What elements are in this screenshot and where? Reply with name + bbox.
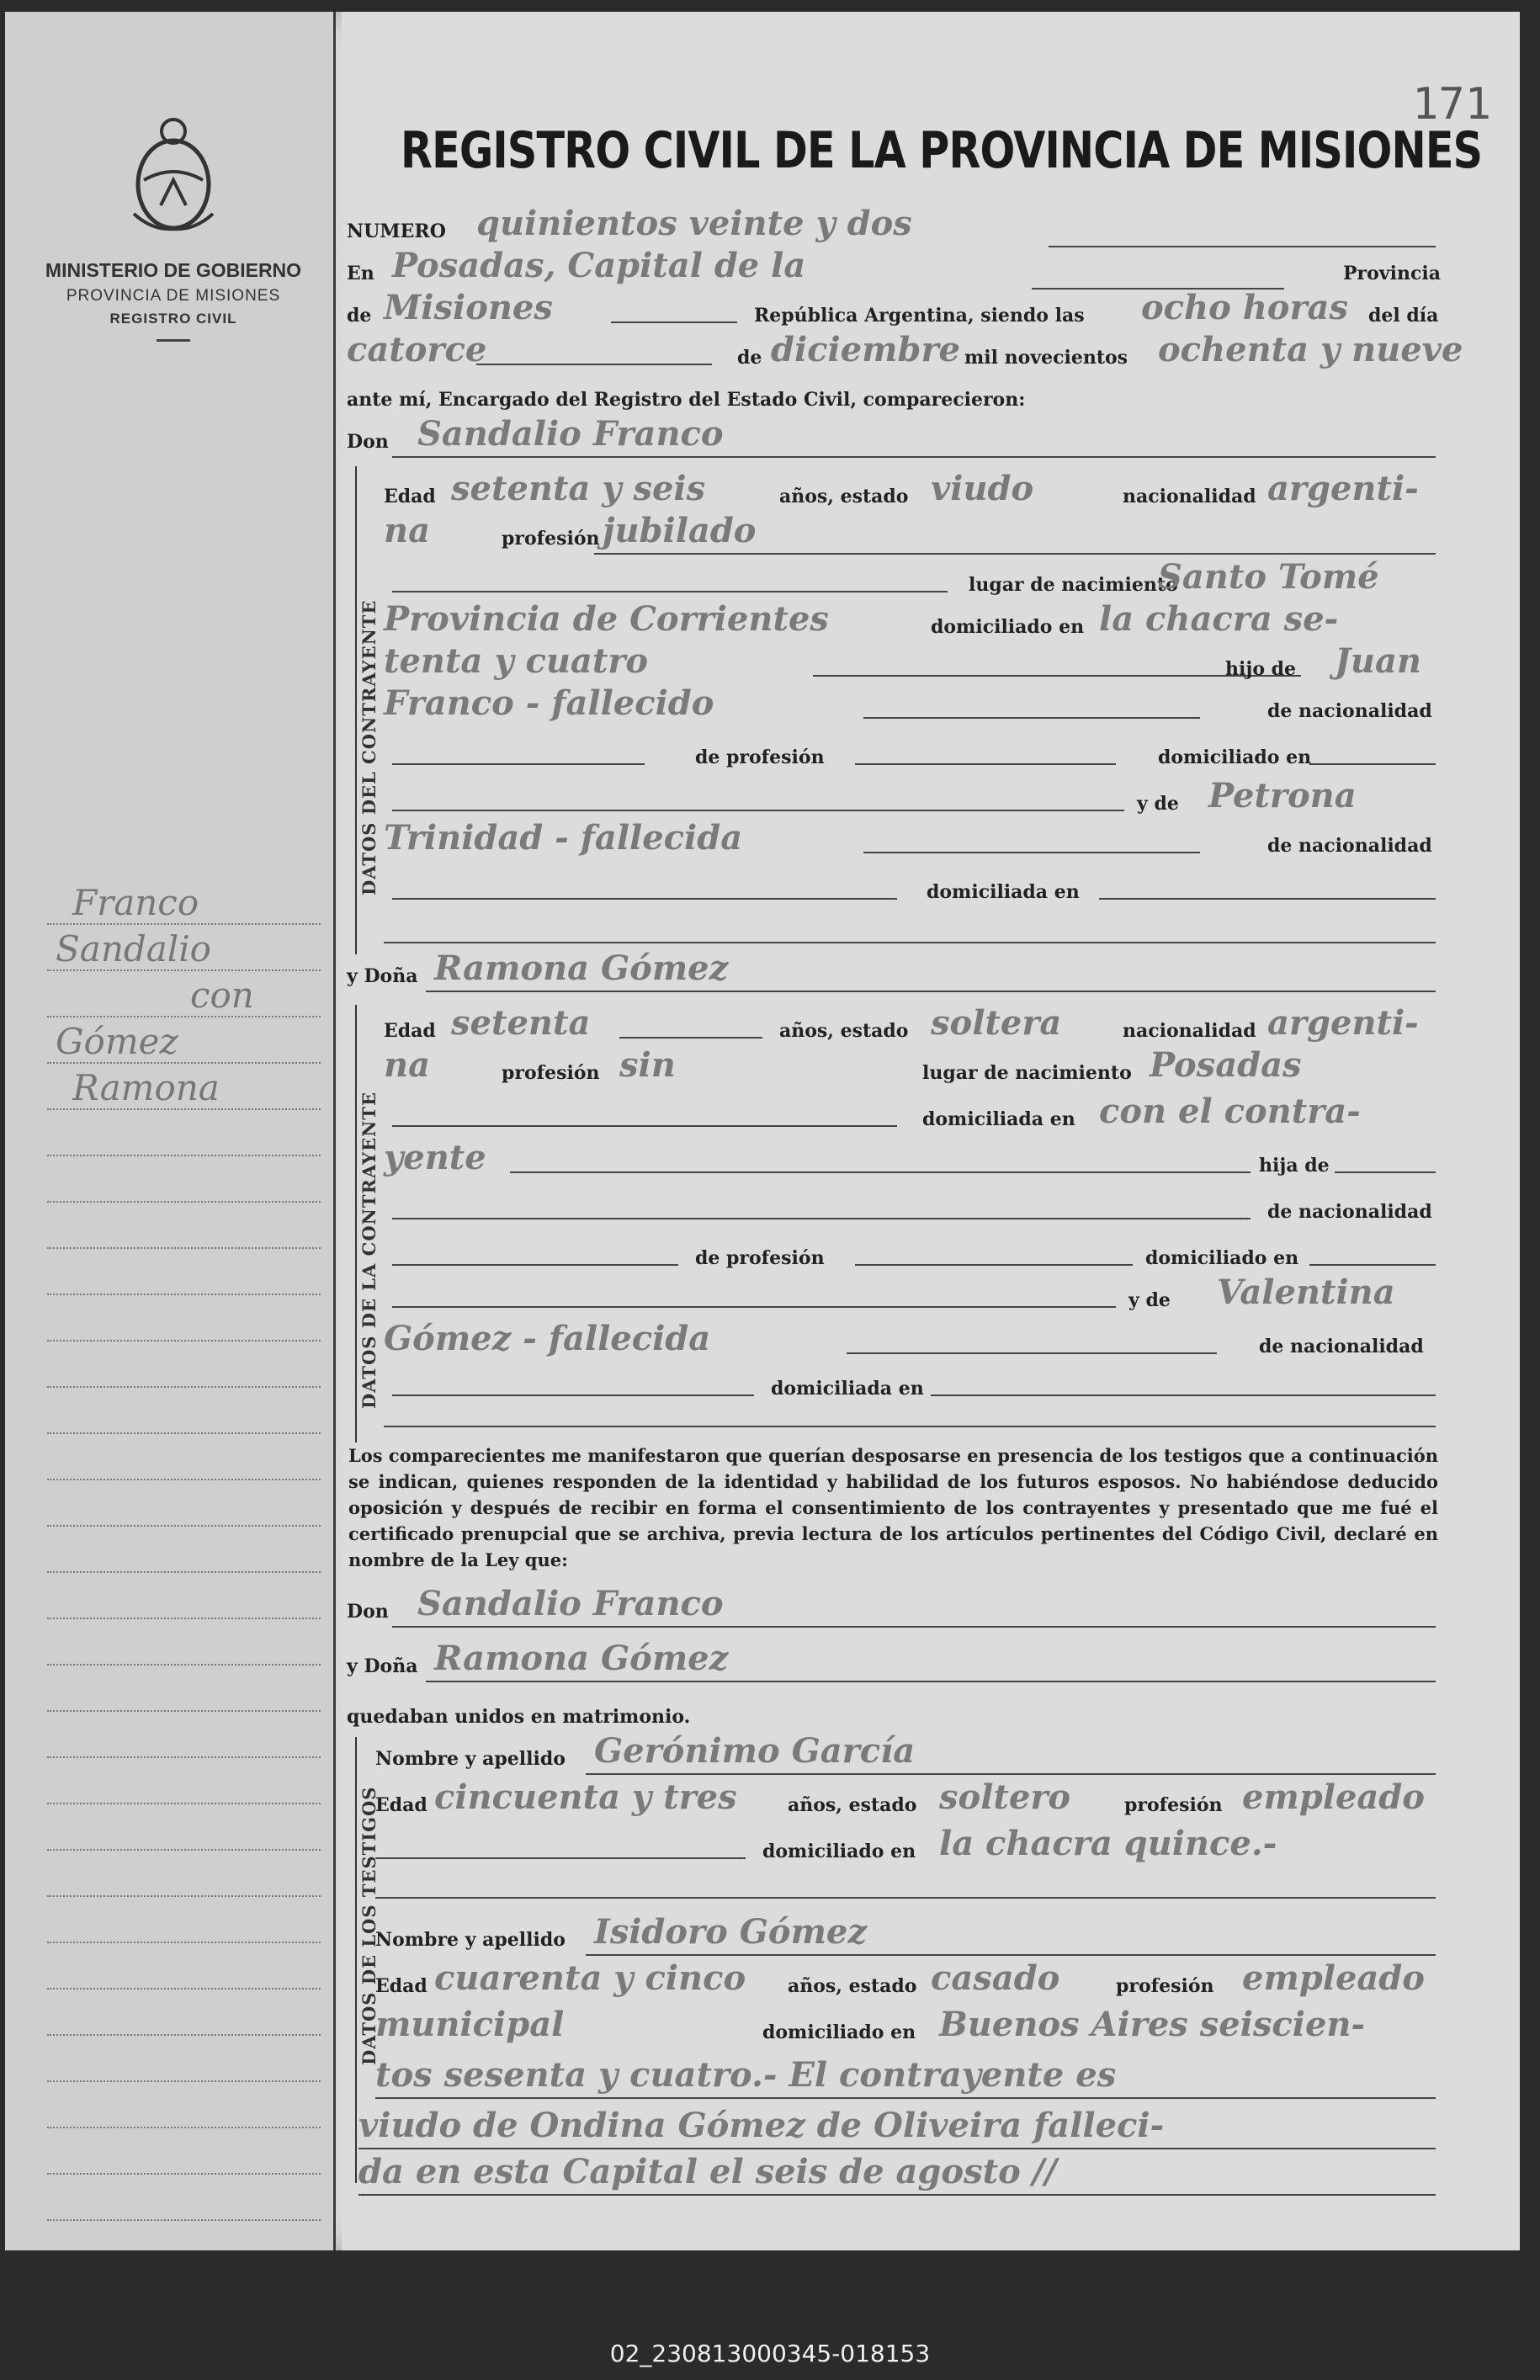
de-nacionalidad-label-2: de nacionalidad xyxy=(1267,835,1432,857)
bride-row-madre-domicilio xyxy=(342,1371,1436,1408)
anos-estado-label: años, estado xyxy=(779,486,909,507)
w1-nombre: Gerónimo García xyxy=(594,1731,916,1771)
margin-surname: Franco xyxy=(72,882,199,923)
underline xyxy=(1049,246,1436,247)
nacionalidad-label: nacionalidad xyxy=(1123,486,1256,507)
groom-row-madre-domicilio xyxy=(342,874,1436,911)
don-label: Don xyxy=(347,431,389,453)
edad-label: Edad xyxy=(384,486,436,507)
edad-label: Edad xyxy=(384,1020,436,1042)
underline xyxy=(392,1264,678,1266)
underline xyxy=(392,1306,1116,1308)
groom-domicilio-2: tenta y cuatro xyxy=(384,641,649,681)
underline xyxy=(392,1125,897,1127)
underline xyxy=(855,1264,1133,1266)
hora-value: ocho horas xyxy=(1141,288,1348,327)
stub-line xyxy=(47,1665,321,1712)
margin-name-lines xyxy=(47,879,321,2221)
underline xyxy=(392,1218,1251,1219)
margin-bride-surname: Gómez xyxy=(56,1021,178,1062)
w1-row-edad xyxy=(342,1777,1436,1825)
dona-value: Ramona Gómez xyxy=(434,948,729,988)
underline xyxy=(392,810,1124,811)
bride-nacionalidad-1: argenti- xyxy=(1267,1003,1419,1043)
del-dia-label: del día xyxy=(1368,305,1439,327)
w2-nombre: Isidoro Gómez xyxy=(594,1912,868,1952)
note-row-2 xyxy=(342,2106,1436,2153)
underline xyxy=(1099,898,1436,900)
witness-section-label: DATOS DE LOS TESTIGOS xyxy=(358,1786,380,2065)
edad-label: Edad xyxy=(375,1794,427,1816)
document-title: REGISTRO CIVIL DE LA PROVINCIA DE MISIONES xyxy=(401,121,1483,180)
row-don xyxy=(342,414,1436,461)
underline xyxy=(586,1773,1436,1775)
ante-label: ante mí, Encargado del Registro del Estado Civil, comparecieron: xyxy=(347,389,1026,411)
anio-value: ochenta y nueve xyxy=(1158,330,1463,369)
declaration-text: Los comparecientes me manifestaron que querían desposarse en presencia de los testigos que a continuación se indican, quienes responden de la identidad y habilidad de los futuros esposos. No habiéndose deducido oposición y después de recibir en forma el consentimiento de los contrayentes y presentado que me fué el certificado prenupcial que se archiva, previa lectura de los artículos pertinentes del Código Civil, declaré en nombre de la Ley que: xyxy=(348,1445,1438,1570)
decl-dona: Ramona Gómez xyxy=(434,1639,729,1678)
groom-row-madre-2 xyxy=(342,818,1436,865)
w2-edad: cuarenta y cinco xyxy=(434,1958,746,1998)
anos-estado-label: años, estado xyxy=(788,1975,917,1997)
groom-section-label: DATOS DEL CONTRAYENTE xyxy=(358,599,380,895)
note-row-3 xyxy=(342,2152,1436,2199)
domiciliado-label: domiciliado en xyxy=(762,2021,916,2043)
y-dona-label: y Doña xyxy=(347,1655,418,1677)
don-label: Don xyxy=(347,1601,389,1623)
divider xyxy=(157,339,190,342)
numero-value: quinientos veinte y dos xyxy=(476,204,912,243)
underline xyxy=(1335,1171,1436,1173)
underline xyxy=(426,991,1436,992)
margin-con: con xyxy=(190,975,254,1016)
underline xyxy=(847,1352,1217,1354)
bride-row-madre xyxy=(342,1272,1436,1320)
don-value: Sandalio Franco xyxy=(417,414,724,454)
republica-label: República Argentina, siendo las xyxy=(754,305,1085,327)
stub-line xyxy=(47,1619,321,1665)
hija-label: hija de xyxy=(1259,1155,1330,1177)
stub-line xyxy=(47,1712,321,1758)
de-nacionalidad-label: de nacionalidad xyxy=(1267,700,1432,722)
margin-bride-name: Ramona xyxy=(72,1067,220,1108)
underline xyxy=(1309,763,1436,765)
de-profesion-label: de profesión xyxy=(695,1247,825,1269)
stub-line xyxy=(47,1156,321,1203)
w2-profesion-2: municipal xyxy=(375,2005,565,2044)
underline xyxy=(931,1395,1436,1396)
de-nacionalidad-label-2: de nacionalidad xyxy=(1259,1336,1424,1357)
groom-profesion: jubilado xyxy=(603,511,757,550)
margin-stub xyxy=(5,12,336,2250)
de-label: de xyxy=(347,305,372,327)
stub-line xyxy=(47,1434,321,1480)
de-mes-label: de xyxy=(737,347,762,369)
anos-estado-label: años, estado xyxy=(788,1794,917,1816)
lugar-label: lugar de nacimiento xyxy=(969,574,1178,596)
mes-value: diciembre xyxy=(771,330,960,369)
groom-padre-2: Franco - fallecido xyxy=(384,683,714,723)
edad-label: Edad xyxy=(375,1975,427,1997)
underline xyxy=(392,456,1436,458)
underline xyxy=(392,1626,1436,1628)
underline xyxy=(358,2194,1436,2196)
stub-line xyxy=(47,1295,321,1341)
underline xyxy=(384,942,1436,943)
stub-line xyxy=(47,2036,321,2082)
bride-row-padre xyxy=(342,1194,1436,1231)
underline xyxy=(375,1897,1436,1899)
certificate-page xyxy=(5,12,1520,2250)
w1-estado: soltero xyxy=(939,1777,1071,1817)
bride-madre-2: Gómez - fallecida xyxy=(384,1319,711,1358)
domiciliada-label: domiciliada en xyxy=(922,1108,1075,1130)
certificate-form xyxy=(342,12,1520,2250)
groom-estado: viudo xyxy=(931,469,1034,508)
bride-lugar: Posadas xyxy=(1150,1045,1302,1085)
underline xyxy=(611,321,737,323)
stub-line xyxy=(47,971,321,1017)
groom-lugar-2: Provincia de Corrientes xyxy=(384,599,829,639)
profesion-label: profesión xyxy=(502,528,600,550)
stub-line xyxy=(47,1758,321,1804)
underline xyxy=(392,1395,754,1396)
w2-estado: casado xyxy=(931,1958,1060,1998)
stub-line xyxy=(47,1804,321,1851)
w1-row-domicilio xyxy=(342,1824,1436,1871)
groom-row-padre xyxy=(342,683,1436,730)
domiciliado-label: domiciliado en xyxy=(762,1841,916,1862)
groom-nacionalidad-1: argenti- xyxy=(1267,469,1419,508)
w2-row-edad xyxy=(342,1958,1436,2005)
stub-line xyxy=(47,925,321,971)
underline xyxy=(476,364,712,365)
de-profesion-label: de profesión xyxy=(695,746,825,768)
note-line-2: viudo de Ondina Gómez de Oliveira falleci- xyxy=(358,2106,1165,2145)
nacionalidad-label: nacionalidad xyxy=(1123,1020,1256,1042)
stub-line xyxy=(47,2082,321,2128)
dia-value: catorce xyxy=(347,330,487,369)
stub-line xyxy=(47,1897,321,1943)
bride-row-domicilio xyxy=(342,1092,1436,1139)
stub-line xyxy=(47,1017,321,1064)
en-value: Posadas, Capital de la xyxy=(392,246,806,285)
w2-domicilio: Buenos Aires seiscien- xyxy=(939,2005,1366,2044)
coat-of-arms-icon xyxy=(127,113,220,239)
y-de-label: y de xyxy=(1137,793,1179,815)
ministry-name: MINISTERIO DE GOBIERNO xyxy=(45,259,302,281)
groom-edad: setenta y seis xyxy=(451,469,706,508)
bride-edad: setenta xyxy=(451,1003,591,1043)
domiciliado-en-label: domiciliado en xyxy=(1145,1247,1299,1269)
de-nacionalidad-label: de nacionalidad xyxy=(1267,1201,1432,1223)
row-fecha xyxy=(342,330,1463,377)
bride-madre-1: Valentina xyxy=(1217,1272,1395,1312)
stub-line xyxy=(47,2175,321,2221)
bride-nacionalidad-2: na xyxy=(384,1045,430,1085)
w1-profesion: empleado xyxy=(1242,1777,1425,1817)
stub-line xyxy=(47,1573,321,1619)
stub-line xyxy=(47,1249,321,1295)
note-line-3: da en esta Capital el seis de agosto // xyxy=(358,2152,1057,2191)
underline xyxy=(855,763,1116,765)
profesion-label: profesión xyxy=(1116,1975,1214,1997)
ministry-header xyxy=(22,113,325,342)
stub-line xyxy=(47,1341,321,1388)
y-de-label: y de xyxy=(1128,1289,1171,1311)
nombre-label: Nombre y apellido xyxy=(375,1748,566,1770)
stub-line xyxy=(47,1527,321,1573)
lugar-label: lugar de nacimiento xyxy=(922,1062,1132,1084)
stub-line xyxy=(47,2128,321,2175)
hijo-label: hijo de xyxy=(1225,658,1297,680)
underline xyxy=(392,763,645,765)
domiciliada-label: domiciliada en xyxy=(927,881,1080,903)
underline xyxy=(594,553,1436,555)
bride-domicilio-2: yente xyxy=(384,1138,486,1177)
groom-domicilio-1: la chacra se- xyxy=(1099,599,1339,639)
underline xyxy=(392,898,897,900)
underline xyxy=(1309,1264,1436,1266)
w1-domicilio: la chacra quince.- xyxy=(939,1824,1277,1863)
groom-row-edad xyxy=(342,469,1436,516)
bride-row-hija xyxy=(342,1138,1436,1185)
stub-line xyxy=(47,1990,321,2036)
decl-don: Sandalio Franco xyxy=(417,1584,724,1623)
domiciliado-en-label: domiciliado en xyxy=(1158,746,1312,768)
en-label: En xyxy=(347,263,374,284)
stub-line xyxy=(47,1480,321,1527)
stub-line xyxy=(47,1064,321,1110)
ministry-registry: REGISTRO CIVIL xyxy=(109,311,237,327)
bride-domicilio-1: con el contra- xyxy=(1099,1092,1361,1131)
bride-section-label: DATOS DE LA CONTRAYENTE xyxy=(358,1091,380,1409)
groom-madre-1: Petrona xyxy=(1208,776,1357,815)
w1-row-nombre xyxy=(342,1731,1436,1778)
stub-line xyxy=(47,879,321,925)
stub-line xyxy=(47,1851,321,1897)
underline xyxy=(510,1171,1251,1173)
y-dona-label: y Doña xyxy=(347,965,418,987)
row-dona xyxy=(342,948,1436,996)
bride-estado: soltera xyxy=(931,1003,1062,1043)
provincia-value: Misiones xyxy=(384,288,553,327)
w2-row-nombre xyxy=(342,1912,1436,1959)
underline xyxy=(392,591,948,592)
w1-edad: cincuenta y tres xyxy=(434,1777,737,1817)
underline xyxy=(384,1426,1436,1427)
underline xyxy=(863,852,1200,853)
domiciliada-en-label: domiciliada en xyxy=(771,1378,924,1400)
note-line-1: tos sesenta y cuatro.- El contrayente es xyxy=(375,2055,1117,2095)
decl-row-don xyxy=(342,1584,1436,1631)
nombre-label: Nombre y apellido xyxy=(375,1929,566,1951)
underline xyxy=(375,2097,1436,2099)
mil-label: mil novecientos xyxy=(964,347,1128,369)
underline xyxy=(426,1681,1436,1682)
bride-row-madre-2 xyxy=(342,1319,1436,1366)
groom-nacionalidad-2: na xyxy=(384,511,430,550)
underline xyxy=(375,1857,746,1859)
unidos-text: quedaban unidos en matrimonio. xyxy=(347,1706,691,1728)
groom-lugar-1: Santo Tomé xyxy=(1158,557,1379,597)
underline xyxy=(358,2148,1436,2149)
profesion-label: profesión xyxy=(1124,1794,1223,1816)
note-row-1 xyxy=(342,2055,1436,2102)
bride-profesion: sin xyxy=(619,1045,676,1085)
groom-row-profesion xyxy=(342,511,1436,558)
groom-row-padre-profesion xyxy=(342,740,1436,777)
w2-row-domicilio xyxy=(342,2005,1436,2052)
groom-padre-1: Juan xyxy=(1335,641,1422,681)
decl-row-dona xyxy=(342,1639,1436,1686)
stub-line xyxy=(47,1943,321,1990)
underline xyxy=(863,717,1200,719)
scan-id-caption: 02_230813000345-018153 xyxy=(609,2340,931,2367)
bride-row-profesion xyxy=(342,1045,1436,1092)
stub-line xyxy=(47,1203,321,1249)
ministry-province: PROVINCIA DE MISIONES xyxy=(66,287,281,305)
provincia-label: Provincia xyxy=(1343,263,1441,284)
w2-profesion-1: empleado xyxy=(1242,1958,1425,1998)
groom-madre-2: Trinidad - fallecida xyxy=(384,818,743,858)
numero-label: NUMERO xyxy=(347,220,446,242)
folio-number: 171 xyxy=(1412,79,1491,130)
domiciliado-label: domiciliado en xyxy=(931,616,1085,638)
profesion-label: profesión xyxy=(502,1062,600,1084)
anos-estado-label: años, estado xyxy=(779,1020,909,1042)
underline xyxy=(619,1037,762,1039)
margin-given-name: Sandalio xyxy=(56,928,211,970)
stub-line xyxy=(47,1388,321,1434)
stub-line xyxy=(47,1110,321,1156)
underline xyxy=(586,1954,1436,1956)
